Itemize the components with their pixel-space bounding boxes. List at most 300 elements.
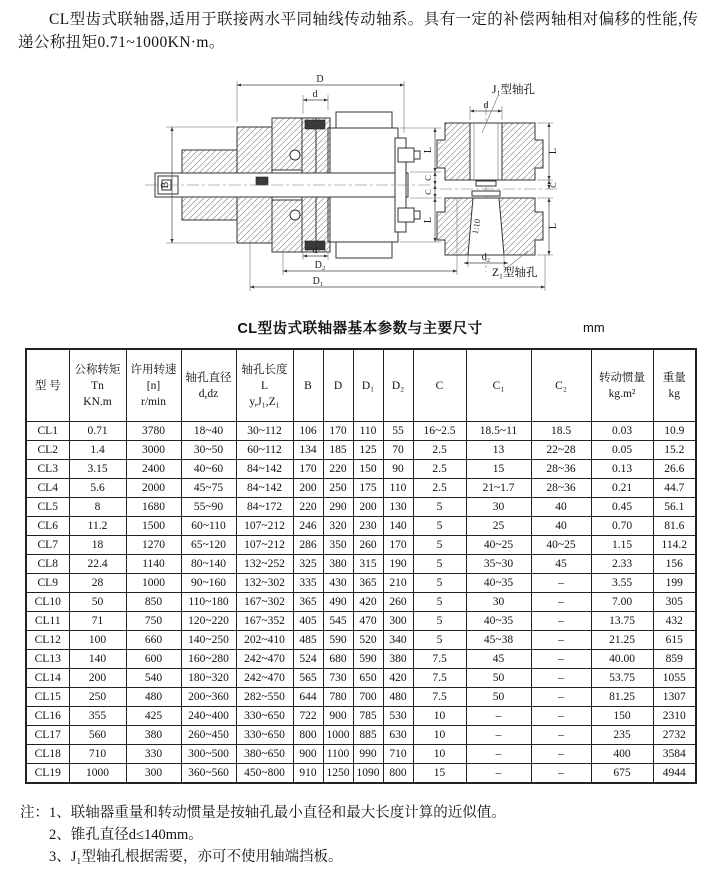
detail-dim-label-d2: d₂: [481, 252, 491, 263]
value-cell: 380: [383, 650, 413, 669]
value-cell: 3.15: [69, 460, 126, 479]
value-cell: 242~470: [236, 650, 293, 669]
dim-label-d-bottom: d: [312, 245, 318, 256]
column-header: D₂: [383, 349, 413, 422]
value-cell: 5.6: [69, 479, 126, 498]
value-cell: 26.6: [653, 460, 696, 479]
model-cell: CL5: [26, 498, 69, 517]
value-cell: 615: [653, 631, 696, 650]
value-cell: 107~212: [236, 536, 293, 555]
value-cell: 590: [323, 631, 353, 650]
value-cell: 134: [293, 441, 323, 460]
value-cell: 71: [69, 612, 126, 631]
parameters-table: [25, 348, 697, 784]
value-cell: 859: [653, 650, 696, 669]
value-cell: –: [531, 669, 591, 688]
value-cell: 650: [353, 669, 383, 688]
value-cell: 56.1: [653, 498, 696, 517]
value-cell: 84~172: [236, 498, 293, 517]
value-cell: 900: [323, 707, 353, 726]
model-cell: CL6: [26, 517, 69, 536]
value-cell: 0.13: [591, 460, 653, 479]
note-item: 3、J₁型轴孔根据需要，亦可不使用轴端挡板。: [49, 849, 343, 865]
value-cell: 1090: [353, 764, 383, 784]
column-header: 许用转速 [n] r/min: [126, 349, 181, 422]
value-cell: –: [531, 745, 591, 764]
right-cap-bottom: [336, 242, 392, 258]
header-row: [26, 349, 696, 422]
table-row: [26, 593, 696, 612]
value-cell: –: [531, 726, 591, 745]
value-cell: 240~400: [181, 707, 236, 726]
value-cell: 7.5: [413, 669, 466, 688]
notes: [20, 802, 710, 868]
value-cell: 5: [413, 536, 466, 555]
value-cell: 30~50: [181, 441, 236, 460]
value-cell: 365: [293, 593, 323, 612]
j1-bore: [470, 123, 502, 180]
value-cell: 590: [353, 650, 383, 669]
model-cell: CL3: [26, 460, 69, 479]
value-cell: 15: [466, 460, 531, 479]
column-header: 轴孔长度 L y,J₁,Z₁: [236, 349, 293, 422]
table-row: [26, 726, 696, 745]
column-header: C: [413, 349, 466, 422]
table-row: [26, 574, 696, 593]
value-cell: 30: [466, 498, 531, 517]
value-cell: –: [531, 688, 591, 707]
value-cell: 1500: [126, 517, 181, 536]
end-bolt-top: [398, 148, 414, 162]
value-cell: 480: [126, 688, 181, 707]
value-cell: 13.75: [591, 612, 653, 631]
model-cell: CL13: [26, 650, 69, 669]
value-cell: 210: [383, 574, 413, 593]
value-cell: 2310: [653, 707, 696, 726]
value-cell: 132~252: [236, 555, 293, 574]
right-cap-top: [336, 112, 392, 128]
value-cell: –: [531, 707, 591, 726]
value-cell: 150: [353, 460, 383, 479]
column-header: 公称转矩 Tn KN.m: [69, 349, 126, 422]
value-cell: 420: [353, 593, 383, 612]
value-cell: 235: [591, 726, 653, 745]
value-cell: 780: [323, 688, 353, 707]
dim-label-B: B: [160, 181, 171, 189]
z1-bore-label: Z₁型轴孔: [492, 267, 538, 279]
column-header: C₂: [531, 349, 591, 422]
value-cell: 45: [531, 555, 591, 574]
spacer-lower: [472, 191, 500, 196]
value-cell: 18.5~11: [466, 422, 531, 441]
value-cell: 0.45: [591, 498, 653, 517]
value-cell: 250: [323, 479, 353, 498]
value-cell: 300: [126, 764, 181, 784]
value-cell: 185: [323, 441, 353, 460]
value-cell: 30: [466, 593, 531, 612]
table-row: [26, 536, 696, 555]
value-cell: 7.00: [591, 593, 653, 612]
value-cell: 50: [69, 593, 126, 612]
value-cell: 10: [413, 707, 466, 726]
column-header: 型 号: [26, 349, 69, 422]
value-cell: 680: [323, 650, 353, 669]
value-cell: 25: [466, 517, 531, 536]
value-cell: 1.15: [591, 536, 653, 555]
j1-bore-label: J₁型轴孔: [492, 84, 535, 96]
value-cell: 110: [353, 422, 383, 441]
value-cell: 18~40: [181, 422, 236, 441]
table-row: [26, 707, 696, 726]
value-cell: 405: [293, 612, 323, 631]
dim-label-L-upper: L: [423, 146, 434, 154]
value-cell: 750: [126, 612, 181, 631]
value-cell: –: [466, 764, 531, 784]
value-cell: 300: [383, 612, 413, 631]
value-cell: 0.70: [591, 517, 653, 536]
value-cell: 40~25: [531, 536, 591, 555]
value-cell: 3584: [653, 745, 696, 764]
value-cell: 5: [413, 593, 466, 612]
value-cell: 120~220: [181, 612, 236, 631]
value-cell: 565: [293, 669, 323, 688]
table-title: CL型齿式联轴器基本参数与主要尺寸: [237, 321, 483, 337]
value-cell: 335: [293, 574, 323, 593]
model-cell: CL1: [26, 422, 69, 441]
value-cell: 40: [531, 517, 591, 536]
value-cell: 425: [126, 707, 181, 726]
value-cell: 1100: [323, 745, 353, 764]
intro-paragraph: CL型齿式联轴器,适用于联接两水平同轴线传动轴系。具有一定的补偿两轴相对偏移的性能,传递公称扭矩0.71~1000KN·m。: [18, 11, 699, 51]
value-cell: 330~650: [236, 726, 293, 745]
value-cell: 10: [413, 745, 466, 764]
dim-label-D1: D₁: [312, 276, 324, 287]
value-cell: 0.03: [591, 422, 653, 441]
model-cell: CL11: [26, 612, 69, 631]
value-cell: 355: [69, 707, 126, 726]
value-cell: 7.5: [413, 650, 466, 669]
value-cell: 28~36: [531, 479, 591, 498]
value-cell: 2.5: [413, 460, 466, 479]
value-cell: 400: [591, 745, 653, 764]
model-cell: CL12: [26, 631, 69, 650]
value-cell: 200: [69, 669, 126, 688]
value-cell: 22~28: [531, 441, 591, 460]
value-cell: 340: [383, 631, 413, 650]
value-cell: 5: [413, 517, 466, 536]
value-cell: 84~142: [236, 460, 293, 479]
model-cell: CL17: [26, 726, 69, 745]
value-cell: 5: [413, 612, 466, 631]
value-cell: 114.2: [653, 536, 696, 555]
value-cell: 1307: [653, 688, 696, 707]
key: [256, 177, 268, 185]
value-cell: 132~302: [236, 574, 293, 593]
value-cell: 490: [323, 593, 353, 612]
dim-label-C-lower: C: [423, 189, 433, 195]
value-cell: 540: [126, 669, 181, 688]
value-cell: 81.25: [591, 688, 653, 707]
value-cell: 140: [69, 650, 126, 669]
value-cell: 1680: [126, 498, 181, 517]
value-cell: 45~75: [181, 479, 236, 498]
value-cell: 1000: [69, 764, 126, 784]
value-cell: 365: [353, 574, 383, 593]
value-cell: 55~90: [181, 498, 236, 517]
value-cell: 156: [653, 555, 696, 574]
model-cell: CL19: [26, 764, 69, 784]
value-cell: 45~38: [466, 631, 531, 650]
value-cell: 2000: [126, 479, 181, 498]
value-cell: 260: [353, 536, 383, 555]
value-cell: 470: [353, 612, 383, 631]
table-row: [26, 555, 696, 574]
value-cell: 675: [591, 764, 653, 784]
value-cell: 910: [293, 764, 323, 784]
value-cell: –: [531, 593, 591, 612]
value-cell: 730: [323, 669, 353, 688]
note-item: 2、锥孔直径d≤140mm。: [49, 827, 203, 843]
value-cell: 2400: [126, 460, 181, 479]
value-cell: 320: [323, 517, 353, 536]
value-cell: –: [531, 612, 591, 631]
value-cell: 710: [69, 745, 126, 764]
value-cell: 21~1.7: [466, 479, 531, 498]
value-cell: 420: [383, 669, 413, 688]
value-cell: 40.00: [591, 650, 653, 669]
value-cell: 885: [353, 726, 383, 745]
value-cell: 800: [293, 726, 323, 745]
value-cell: 300~500: [181, 745, 236, 764]
flange-bolt-top: [305, 120, 325, 129]
table-row: [26, 650, 696, 669]
value-cell: 282~550: [236, 688, 293, 707]
column-header: C₁: [466, 349, 531, 422]
detail-dim-label-L-upper: L: [548, 147, 559, 155]
value-cell: 202~410: [236, 631, 293, 650]
model-cell: CL8: [26, 555, 69, 574]
value-cell: 260: [383, 593, 413, 612]
value-cell: –: [466, 726, 531, 745]
value-cell: 315: [353, 555, 383, 574]
value-cell: 110~180: [181, 593, 236, 612]
column-header: D₁: [353, 349, 383, 422]
value-cell: 330: [126, 745, 181, 764]
value-cell: 44.7: [653, 479, 696, 498]
value-cell: –: [531, 764, 591, 784]
value-cell: 30~112: [236, 422, 293, 441]
value-cell: 5: [413, 555, 466, 574]
value-cell: 40: [531, 498, 591, 517]
value-cell: 35~30: [466, 555, 531, 574]
table-row: [26, 688, 696, 707]
value-cell: 107~212: [236, 517, 293, 536]
value-cell: 2.33: [591, 555, 653, 574]
value-cell: 560: [69, 726, 126, 745]
value-cell: 100: [69, 631, 126, 650]
end-bolt-bottom-nut: [414, 211, 420, 219]
value-cell: 200: [293, 479, 323, 498]
value-cell: 1250: [323, 764, 353, 784]
value-cell: 90~160: [181, 574, 236, 593]
value-cell: 55: [383, 422, 413, 441]
spacer-upper: [476, 181, 496, 186]
value-cell: –: [466, 745, 531, 764]
value-cell: 28: [69, 574, 126, 593]
table-row: [26, 612, 696, 631]
value-cell: 380: [126, 726, 181, 745]
value-cell: 0.21: [591, 479, 653, 498]
value-cell: 260~450: [181, 726, 236, 745]
model-cell: CL10: [26, 593, 69, 612]
value-cell: 1270: [126, 536, 181, 555]
value-cell: 330~650: [236, 707, 293, 726]
value-cell: 380: [323, 555, 353, 574]
value-cell: 13: [466, 441, 531, 460]
value-cell: 530: [383, 707, 413, 726]
notes-prefix: 注：: [20, 805, 49, 821]
value-cell: 250: [69, 688, 126, 707]
value-cell: 3780: [126, 422, 181, 441]
value-cell: 450~800: [236, 764, 293, 784]
column-header: 重量 kg: [653, 349, 696, 422]
value-cell: 70: [383, 441, 413, 460]
value-cell: 22.4: [69, 555, 126, 574]
value-cell: –: [531, 650, 591, 669]
model-cell: CL16: [26, 707, 69, 726]
value-cell: 246: [293, 517, 323, 536]
value-cell: 16~2.5: [413, 422, 466, 441]
table-row: [26, 441, 696, 460]
dim-label-C-upper: C: [423, 175, 433, 181]
table-row: [26, 764, 696, 784]
value-cell: 140: [383, 517, 413, 536]
value-cell: 65~120: [181, 536, 236, 555]
value-cell: 170: [323, 422, 353, 441]
model-cell: CL4: [26, 479, 69, 498]
value-cell: 850: [126, 593, 181, 612]
value-cell: 305: [653, 593, 696, 612]
value-cell: 200~360: [181, 688, 236, 707]
note-item: 1、联轴器重量和转动惯量是按轴孔最小直径和最大长度计算的近似值。: [49, 805, 506, 821]
value-cell: 180~320: [181, 669, 236, 688]
value-cell: 167~352: [236, 612, 293, 631]
value-cell: 1000: [126, 574, 181, 593]
column-header: 轴孔直径 d,dz: [181, 349, 236, 422]
value-cell: 5: [413, 498, 466, 517]
value-cell: 3000: [126, 441, 181, 460]
model-cell: CL7: [26, 536, 69, 555]
value-cell: 167~302: [236, 593, 293, 612]
dim-label-D2: D₂: [314, 260, 326, 271]
value-cell: 2.5: [413, 479, 466, 498]
value-cell: 4944: [653, 764, 696, 784]
value-cell: 21.25: [591, 631, 653, 650]
value-cell: 286: [293, 536, 323, 555]
value-cell: 53.75: [591, 669, 653, 688]
model-cell: CL18: [26, 745, 69, 764]
value-cell: 785: [353, 707, 383, 726]
table-row: [26, 498, 696, 517]
value-cell: 190: [383, 555, 413, 574]
value-cell: 45: [466, 650, 531, 669]
value-cell: 170: [293, 460, 323, 479]
value-cell: 5: [413, 574, 466, 593]
dim-label-D: D: [316, 74, 324, 85]
value-cell: 700: [353, 688, 383, 707]
value-cell: 644: [293, 688, 323, 707]
gear-tooth-upper: [290, 150, 300, 160]
value-cell: 545: [323, 612, 353, 631]
table-row: [26, 479, 696, 498]
value-cell: 90: [383, 460, 413, 479]
value-cell: –: [531, 574, 591, 593]
value-cell: 900: [293, 745, 323, 764]
value-cell: 430: [323, 574, 353, 593]
value-cell: 60~110: [181, 517, 236, 536]
value-cell: 800: [383, 764, 413, 784]
detail-dim-label-L-lower: L: [548, 222, 559, 230]
value-cell: 485: [293, 631, 323, 650]
value-cell: 0.71: [69, 422, 126, 441]
value-cell: 50: [466, 688, 531, 707]
value-cell: 18.5: [531, 422, 591, 441]
value-cell: 2732: [653, 726, 696, 745]
taper-ratio-label: 1:10: [469, 218, 483, 235]
value-cell: 7.5: [413, 688, 466, 707]
value-cell: 11.2: [69, 517, 126, 536]
table-row: [26, 517, 696, 536]
value-cell: 81.6: [653, 517, 696, 536]
table-unit-label: mm: [583, 320, 605, 335]
value-cell: 1.4: [69, 441, 126, 460]
value-cell: 1000: [323, 726, 353, 745]
detail-views: [437, 82, 560, 279]
value-cell: 242~470: [236, 669, 293, 688]
value-cell: –: [531, 631, 591, 650]
value-cell: 160~280: [181, 650, 236, 669]
value-cell: 15: [413, 764, 466, 784]
value-cell: 524: [293, 650, 323, 669]
model-cell: CL14: [26, 669, 69, 688]
end-bolt-top-nut: [414, 151, 420, 159]
detail-dim-label-d: d: [483, 100, 489, 111]
value-cell: 480: [383, 688, 413, 707]
value-cell: 710: [383, 745, 413, 764]
model-cell: CL2: [26, 441, 69, 460]
detail-dim-label-C: C: [548, 182, 558, 188]
column-header: D: [323, 349, 353, 422]
value-cell: 15.2: [653, 441, 696, 460]
value-cell: 5: [413, 631, 466, 650]
value-cell: 40~35: [466, 612, 531, 631]
column-header: 转动惯量 kg.m²: [591, 349, 653, 422]
table-body: [26, 422, 696, 784]
value-cell: 106: [293, 422, 323, 441]
value-cell: 1055: [653, 669, 696, 688]
value-cell: 10.9: [653, 422, 696, 441]
value-cell: 40~60: [181, 460, 236, 479]
value-cell: 40~25: [466, 536, 531, 555]
table-row: [26, 669, 696, 688]
dim-label-L-lower: L: [423, 216, 434, 224]
value-cell: 1140: [126, 555, 181, 574]
value-cell: 40~35: [466, 574, 531, 593]
value-cell: 600: [126, 650, 181, 669]
value-cell: 10: [413, 726, 466, 745]
value-cell: 150: [591, 707, 653, 726]
value-cell: 350: [323, 536, 353, 555]
